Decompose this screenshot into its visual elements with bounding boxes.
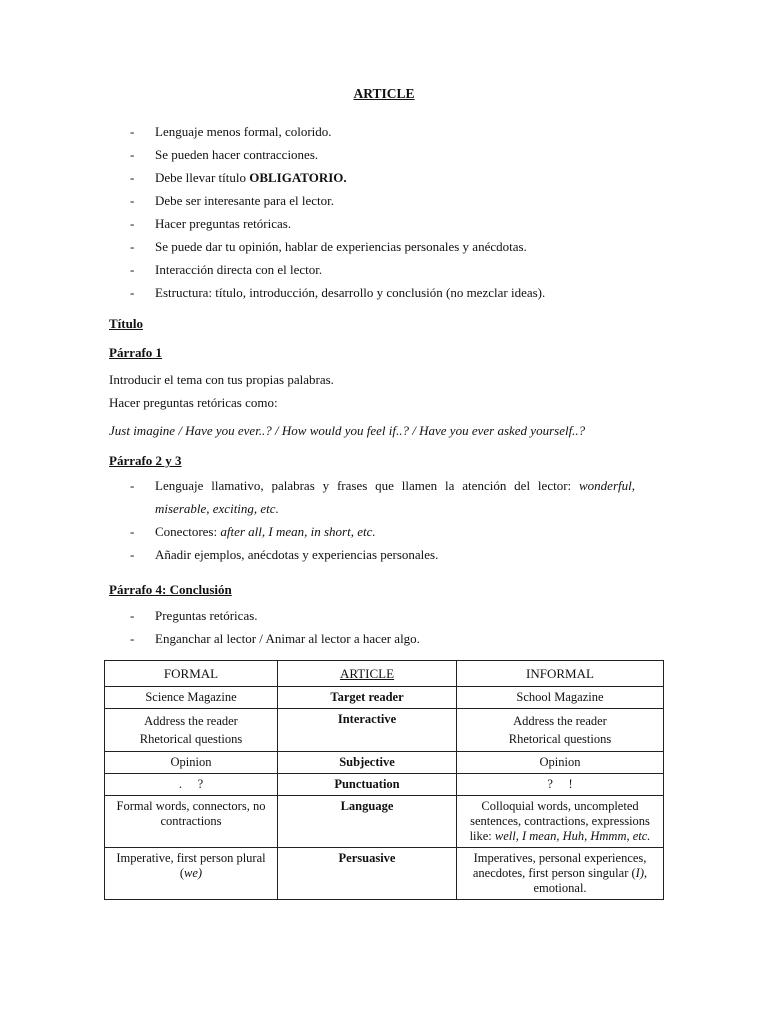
column-header-informal: INFORMAL <box>457 661 664 687</box>
list-item: - Se puede dar tu opinión, hablar de experiencias personales y anécdotas. <box>130 239 527 254</box>
list-item: - Se pueden hacer contracciones. <box>130 147 319 162</box>
column-header-article: ARTICLE <box>278 661 457 687</box>
table-row: Imperative, first person plural (we) Persuasive Imperatives, personal experiences, anecdotes, first person singular (I), emotional. <box>105 848 664 900</box>
list-item: - Conectores: after all, I mean, in short, etc. <box>130 524 376 539</box>
table-row: Opinion Subjective Opinion <box>105 752 664 774</box>
article-features-list <box>130 120 545 304</box>
list-item: - Debe ser interesante para el lector. <box>130 193 335 208</box>
parrafo-2-3-list <box>130 474 635 566</box>
table-row: Science Magazine Target reader School Magazine <box>105 687 664 709</box>
comparison-table <box>104 660 664 900</box>
list-item: - Hacer preguntas retóricas. <box>130 216 292 231</box>
table-header-row <box>105 661 664 687</box>
list-item: - Debe llevar título OBLIGATORIO. <box>130 170 347 185</box>
list-item: - Interacción directa con el lector. <box>130 262 323 277</box>
parrafo-4-list <box>130 604 420 650</box>
heading-parrafo-1: Párrafo 1 <box>109 345 163 360</box>
list-item: - Estructura: título, introducción, desarrollo y conclusión (no mezclar ideas). <box>130 285 546 300</box>
list-item: - Añadir ejemplos, anécdotas y experiencias personales. <box>130 547 439 562</box>
heading-titulo: Título <box>109 316 143 331</box>
list-item: - Enganchar al lector / Animar al lector a hacer algo. <box>130 631 420 646</box>
column-header-formal: FORMAL <box>105 661 278 687</box>
list-item: - Preguntas retóricas. <box>130 608 258 623</box>
parrafo-1-line-1: Introducir el tema con tus propias palabras. <box>109 372 334 387</box>
heading-parrafo-4: Párrafo 4: Conclusión <box>109 582 232 597</box>
table-row: Formal words, connectors, no contractions Language Colloquial words, uncompleted sentences, contractions, expressions like: well, I mean, Huh, Hmmm, etc. <box>105 796 664 848</box>
parrafo-1-line-2: Hacer preguntas retóricas como: <box>109 395 278 410</box>
list-item: - Lenguaje menos formal, colorido. <box>130 124 332 139</box>
table-row: Address the reader Rhetorical questions Interactive Address the reader Rhetorical questions <box>105 709 664 752</box>
page-title: ARTICLE <box>353 86 415 101</box>
rhetorical-question-examples: Just imagine / Have you ever..? / How would you feel if..? / Have you ever asked yourself..? <box>109 423 586 438</box>
heading-parrafo-2-3: Párrafo 2 y 3 <box>109 453 182 468</box>
list-item: - Lenguaje llamativo, palabras y frases que llamen la atención del lector: wonderful, miserable, exciting, etc. <box>130 478 635 516</box>
table-row: . ? Punctuation ? ! <box>105 774 664 796</box>
